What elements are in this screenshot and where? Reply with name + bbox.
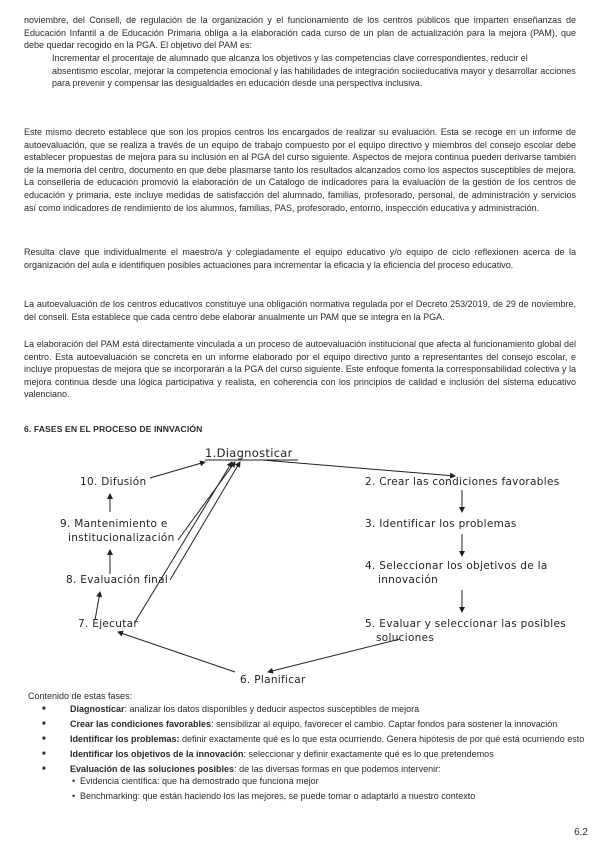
arrow-7-to-8 (95, 592, 100, 620)
solutions-sublist (70, 775, 600, 802)
phase-2-condiciones: 2. Crear las condiciones favorables (365, 476, 560, 488)
paragraph-pam-elaboration: La elaboración del PAM está directamente vinculada a un proceso de autoevaluación institucional que afecta al funcionamiento global del centro. Esta autoevaluación se concreta en un informe elaborado por el equipo directivo junto a representantes del consejo escolar, e incluye propuestas de mejora que se incorporarán a la PGA del curso siguiente. Este enfoque fomenta la corresponsabilidad colectiva y la mejora continua desde una lógica participativa y realista, en coherencia con los principios de calidad e inclusión del sistema educativo valenciano. (24, 339, 576, 400)
page-number: 6.2 (574, 827, 588, 838)
phase-3-problemas: 3. Identificar los problemas (365, 518, 517, 530)
arrow-6-to-7 (118, 632, 235, 672)
paragraph-pam-intro: noviembre, del Consell, de regulación de la organización y el funcionamiento de los centros públicos que imparten enseñanzas de Educación Infantil a de Educación Primaria obliga a la elaboración cada curso de un plan de actualización para la mejora (PAM), que debe quedar recogido en la PGA. El objetivo del PAM es: (24, 15, 576, 51)
phase-8-evaluacion: 8. Evaluación final (66, 574, 169, 586)
phase-1-diagnosticar: 1.Diagnosticar (205, 446, 293, 460)
phase-10-difusion: 10. Difusión (80, 476, 147, 488)
arrow-1-to-2 (262, 460, 455, 476)
arrow-10-to-1 (150, 462, 205, 478)
list-item (70, 733, 600, 745)
paragraph-decree: La autoevaluación de los centros educativos constituye una obligación normativa regulada por el Decreto 253/2019, de 29 de noviembre, del consell. Esta establece que cada centro debe elaborar anualmente un PAM que se integra en la PGA. (24, 299, 576, 322)
phase-desc: definir exactamente qué es lo que esta ocurriendo. Genera hipótesis de por qué está ocurriendo esto (179, 733, 585, 744)
phase-4-objetivos-cont: innovación (378, 574, 439, 586)
sub-list-item: • Benchmarking: que están haciendo los las mejores, se puede tomar o adaptarlo a nuestro contexto (80, 790, 600, 802)
contents-intro: Contenido de estas fases: (28, 691, 133, 701)
phase-desc: : seleccionar y definir exactamente qué es lo que pretendemos (243, 748, 494, 759)
arrow-9-to-1 (178, 462, 235, 540)
phase-4-objetivos: 4. Seleccionar los objetivos de la (365, 560, 548, 572)
phase-term: Crear las condiciones favorables (70, 718, 212, 729)
list-item (70, 718, 600, 730)
phase-term: Identificar los objetivos de la innovación (70, 748, 244, 759)
phase-term: Diagnosticar (70, 704, 125, 714)
sub-list-item: • Evidencia científica: que ha demostrado que funciona mejor (80, 775, 600, 787)
phase-5-soluciones-cont: soluciones (376, 632, 435, 644)
phase-7-ejecutar: 7. Ejecutar (78, 618, 138, 630)
phase-6-planificar: 6. Planificar (240, 674, 306, 686)
arrow-8-to-1 (170, 462, 240, 580)
list-item (70, 748, 600, 760)
phase-term: Identificar los problemas: (70, 733, 180, 744)
phase-desc: : sensibilizar al equipo, favorecer el cambio. Captar fondos para sostener la innovación (211, 718, 558, 729)
phase-contents-list (40, 703, 600, 805)
paragraph-autoevaluation: Este mismo decreto establece que son los propios centros los encargados de realizar su evaluación. Esta se recoge en un informe de autoevaluación, que se realiza a través de un equipo de trabajo compuesto por el equipo directivo y miembros del consejo escolar debe establecer propuestas de mejora para su inclusión en al PGA del curso siguiente. Aspectos de mejora continua pueden derivarse también de la memoria del centro, documento en que debe plasmarse tanto los resultados alcanzados como los aspectos susceptibles de mejora. La conselleria de educación promovió la elaboración de un Catálogo de indicadores para la evaluación de la gestión de los centros de educación y primaria, este incluye medidas de satisfacción del alumnado, familias, profesorado, personal, de administración y servicios así como indicadores de rendimiento de los alumnos, familias, PAS, profesorado, entorno, inspección educativa y administración. (24, 127, 576, 213)
phase-desc: : de las diversas formas en que podemos intervenir: (234, 763, 441, 774)
paragraph-pam-objective: Incrementar el procentaje de alumnado que alcanza los objetivos y las competencias clave correspondientes, reducir el absentismo escolar, mejorar la competencia emocional y las habilidades de integración sociieducativa mayor y desarrollar acciones para prevenir y compensar las desigualdades en educación desde una perspectiva inclusiva. (52, 53, 576, 89)
list-item (70, 703, 600, 715)
section-heading: 6. FASES EN EL PROCESO DE INNVACIÓN (24, 424, 203, 434)
innovation-phases-diagram (0, 440, 600, 690)
paragraph-reflection: Resulta clave que individualmente el maestro/a y colegiadamente el equipo educativo y/o equipo de ciclo reflexionen acerca de la organización del aula e identifiquen posibles actuaciones para incrementar la eficacia y la eficiencia del proceso educativo. (24, 247, 576, 270)
phase-desc: : analizar los datos disponibles y deducir aspectos susceptibles de mejora (124, 704, 420, 714)
phase-term: Evaluación de las soluciones posibles (70, 763, 235, 774)
phase-5-soluciones: 5. Evaluar y seleccionar las posibles (365, 618, 567, 630)
phase-9-mantenimiento: 9. Mantenimiento e (60, 518, 168, 530)
list-item (70, 763, 600, 803)
phase-9-mantenimiento-cont: institucionalización (68, 532, 175, 544)
